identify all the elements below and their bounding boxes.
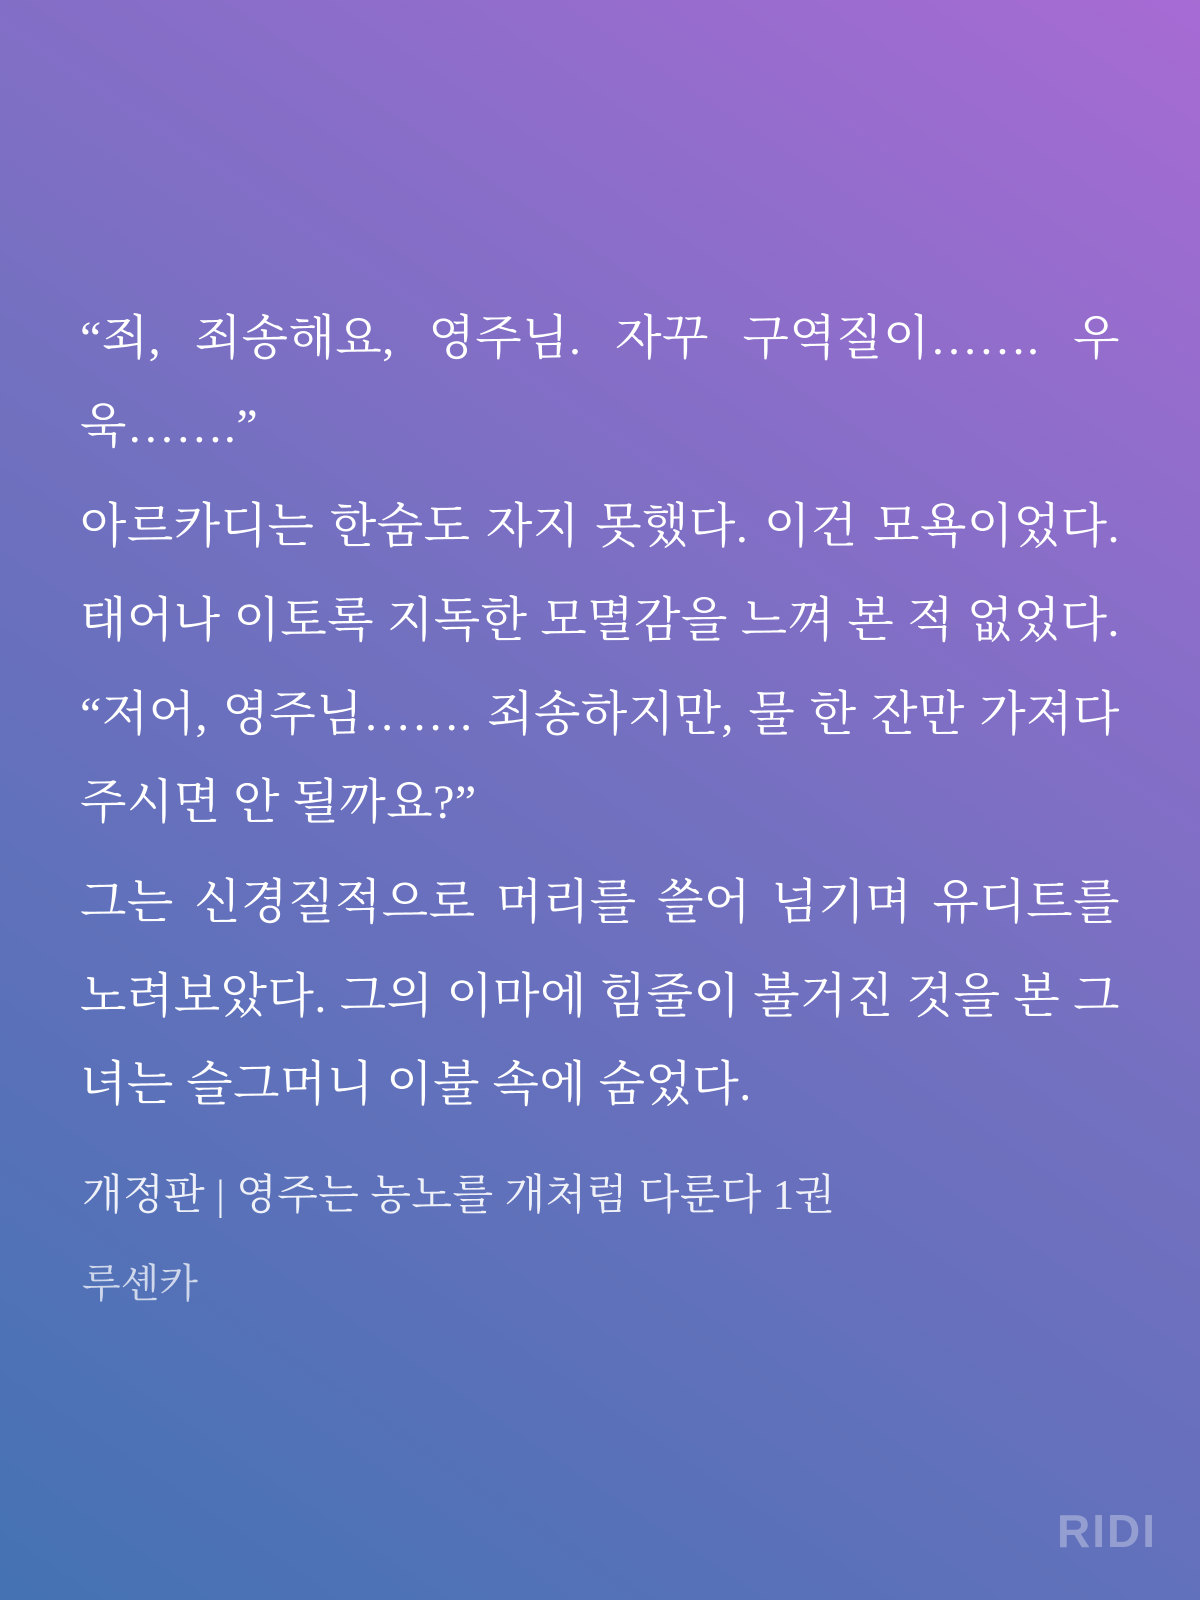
book-excerpt (80, 286, 1120, 1132)
quote-line: 주시면 안 될까요?” (80, 776, 477, 829)
quote-line: 욱…….” (80, 400, 259, 453)
ridi-logo: RIDI (1057, 1505, 1157, 1557)
quote-line: 노려보았다. 그의 이마에 힘줄이 불거진 것을 본 그 (80, 969, 1120, 1023)
quote-line: 녀는 슬그머니 이불 속에 숨었다. (80, 1058, 752, 1111)
quote-line: 아르카디는 한숨도 자지 못했다. 이건 모욕이었다. (80, 499, 1120, 553)
quote-line: 그는 신경질적으로 머리를 쓸어 넘기며 유디트를 (80, 875, 1120, 929)
book-meta (82, 1168, 1120, 1310)
quote-line: “저어, 영주님……. 죄송하지만, 물 한 잔만 가져다 (80, 687, 1120, 741)
book-title: 개정판 | 영주는 농노를 개처럼 다룬다 1권 (82, 1173, 836, 1219)
quote-line: “죄, 죄송해요, 영주님. 자꾸 구역질이……. 우 (80, 311, 1120, 365)
quote-line: 태어나 이토록 지독한 모멸감을 느껴 본 적 없었다. (80, 593, 1120, 647)
book-author: 루셴카 (82, 1261, 198, 1306)
